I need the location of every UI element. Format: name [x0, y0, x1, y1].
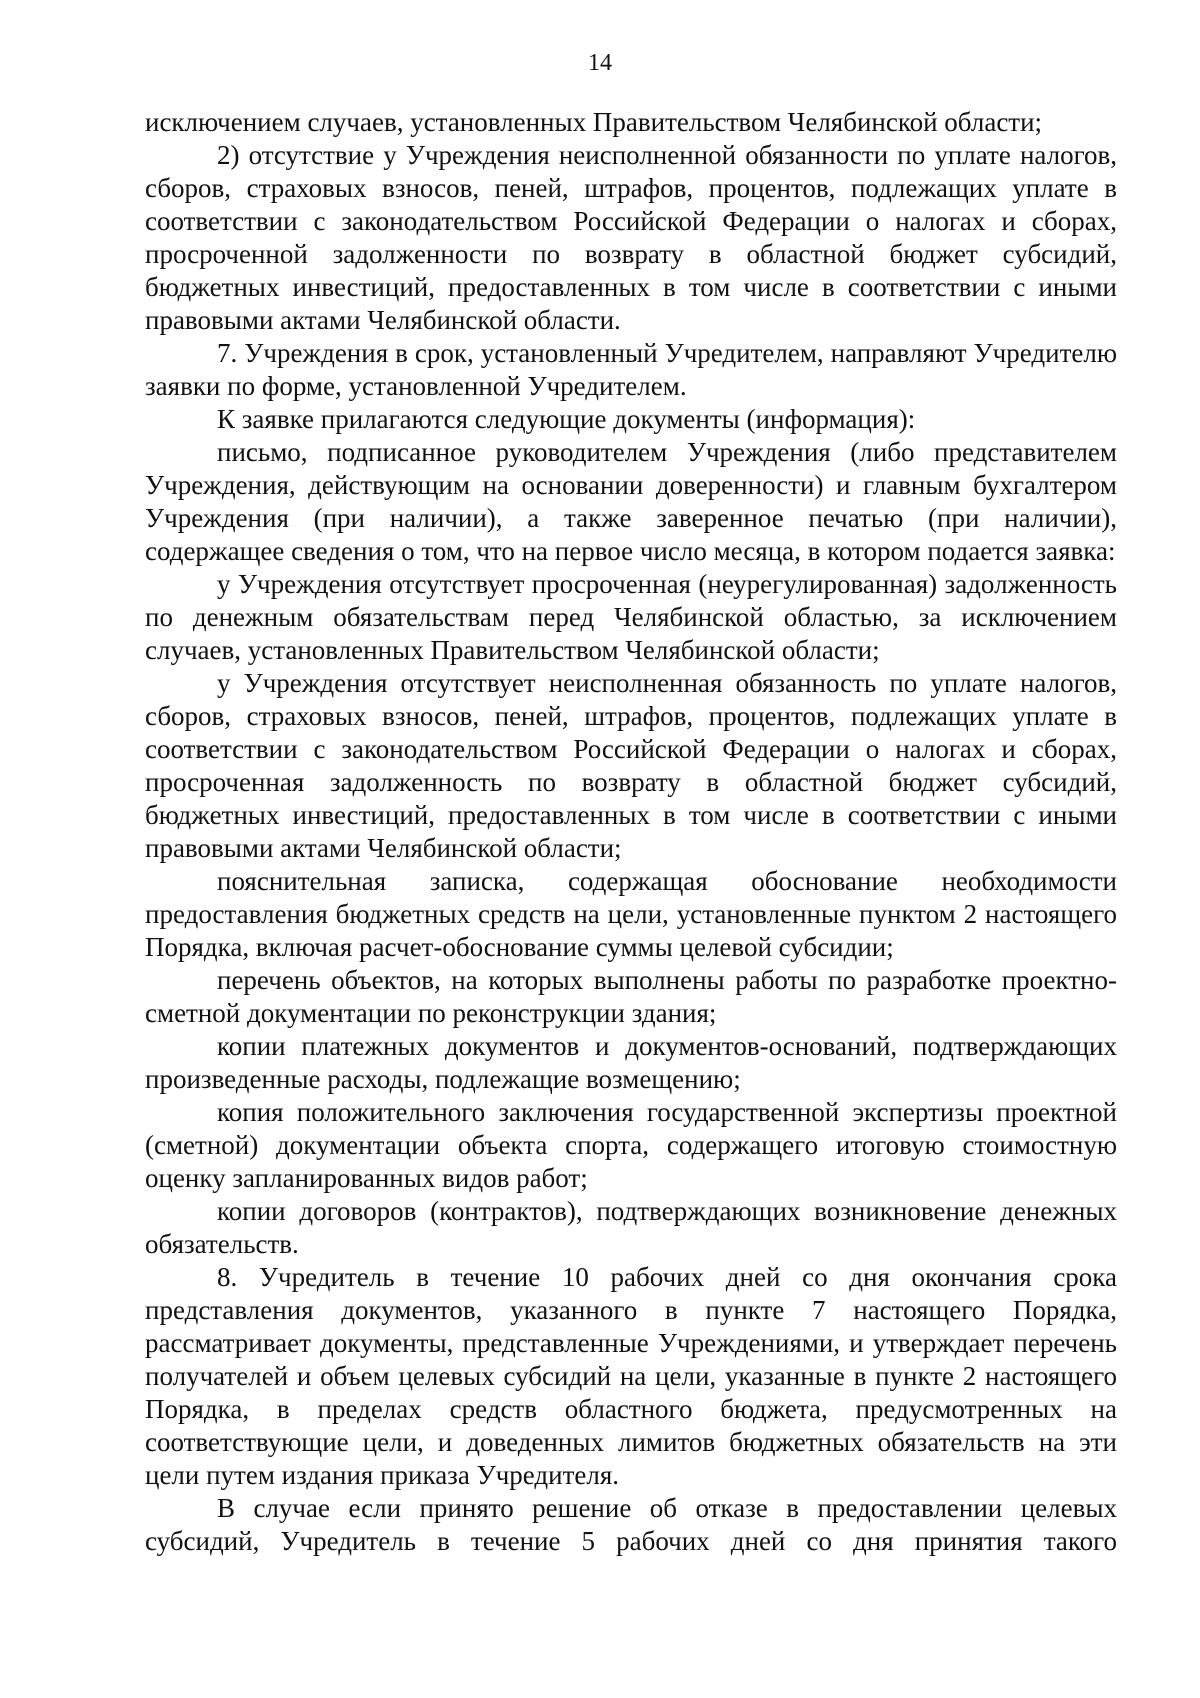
page-number: 14: [588, 50, 612, 76]
paragraph: К заявке прилагаются следующие документы (информация):: [217, 404, 916, 434]
paragraph: у Учреждения отсутствует просроченная (неурегулированная) задолженность по денежным обязательствам перед Челябинской областью, за исключением случаев, установленных Правительством Челябинской области;: [145, 569, 1117, 665]
paragraph: пояснительная записка, содержащая обоснование необходимости предоставления бюджетных средств на цели, установленные пунктом 2 настоящего Порядка, включая расчет-обоснование суммы целевой субсидии;: [145, 866, 1117, 962]
paragraph: исключением случаев, установленных Правительством Челябинской области;: [145, 107, 1043, 137]
paragraph: 8. Учредитель в течение 10 рабочих дней со дня окончания срока представления документов, указанного в пункте 7 настоящего Порядка, рассматривает документы, представленные Учреждениями, и утверждает перечень получателей и объем целевых субсидий на цели, указанные в пункте 2 настоящего Порядка, в пределах средств областного бюджета, предусмотренных на соответствующие цели, и доведенных лимитов бюджетных обязательств на эти цели путем издания приказа Учредителя.: [145, 1262, 1117, 1490]
paragraph: письмо, подписанное руководителем Учреждения (либо представителем Учреждения, действующим на основании доверенности) и главным бухгалтером Учреждения (при наличии), а также заверенное печатью (при наличии), содержащее сведения о том, что на первое число месяца, в котором подается заявка:: [145, 437, 1117, 566]
paragraph: 7. Учреждения в срок, установленный Учредителем, направляют Учредителю заявки по форме, установленной Учредителем.: [145, 338, 1117, 401]
paragraph: копии договоров (контрактов), подтверждающих возникновение денежных обязательств.: [145, 1196, 1117, 1259]
paragraph: у Учреждения отсутствует неисполненная обязанность по уплате налогов, сборов, страховых взносов, пеней, штрафов, процентов, подлежащих уплате в соответствии с законодательством Российской Федерации о налогах и сборах, просроченная задолженность по возврату в областной бюджет субсидий, бюджетных инвестиций, предоставленных в том числе в соответствии с иными правовыми актами Челябинской области;: [145, 668, 1117, 863]
paragraph: В случае если принято решение об отказе в предоставлении целевых субсидий, Учредитель в течение 5 рабочих дней со дня принятия такого: [145, 1493, 1117, 1556]
paragraph: копия положительного заключения государственной экспертизы проектной (сметной) документации объекта спорта, содержащего итоговую стоимостную оценку запланированных видов работ;: [145, 1097, 1117, 1193]
document-body: [145, 106, 1117, 1558]
paragraph: перечень объектов, на которых выполнены работы по разработке проектно-сметной документации по реконструкции здания;: [145, 965, 1117, 1028]
paragraph: 2) отсутствие у Учреждения неисполненной обязанности по уплате налогов, сборов, страховых взносов, пеней, штрафов, процентов, подлежащих уплате в соответствии с законодательством Российской Федерации о налогах и сборах, просроченной задолженности по возврату в областной бюджет субсидий, бюджетных инвестиций, предоставленных в том числе в соответствии с иными правовыми актами Челябинской области.: [145, 140, 1117, 335]
paragraph: копии платежных документов и документов-оснований, подтверждающих произведенные расходы, подлежащие возмещению;: [145, 1031, 1117, 1094]
